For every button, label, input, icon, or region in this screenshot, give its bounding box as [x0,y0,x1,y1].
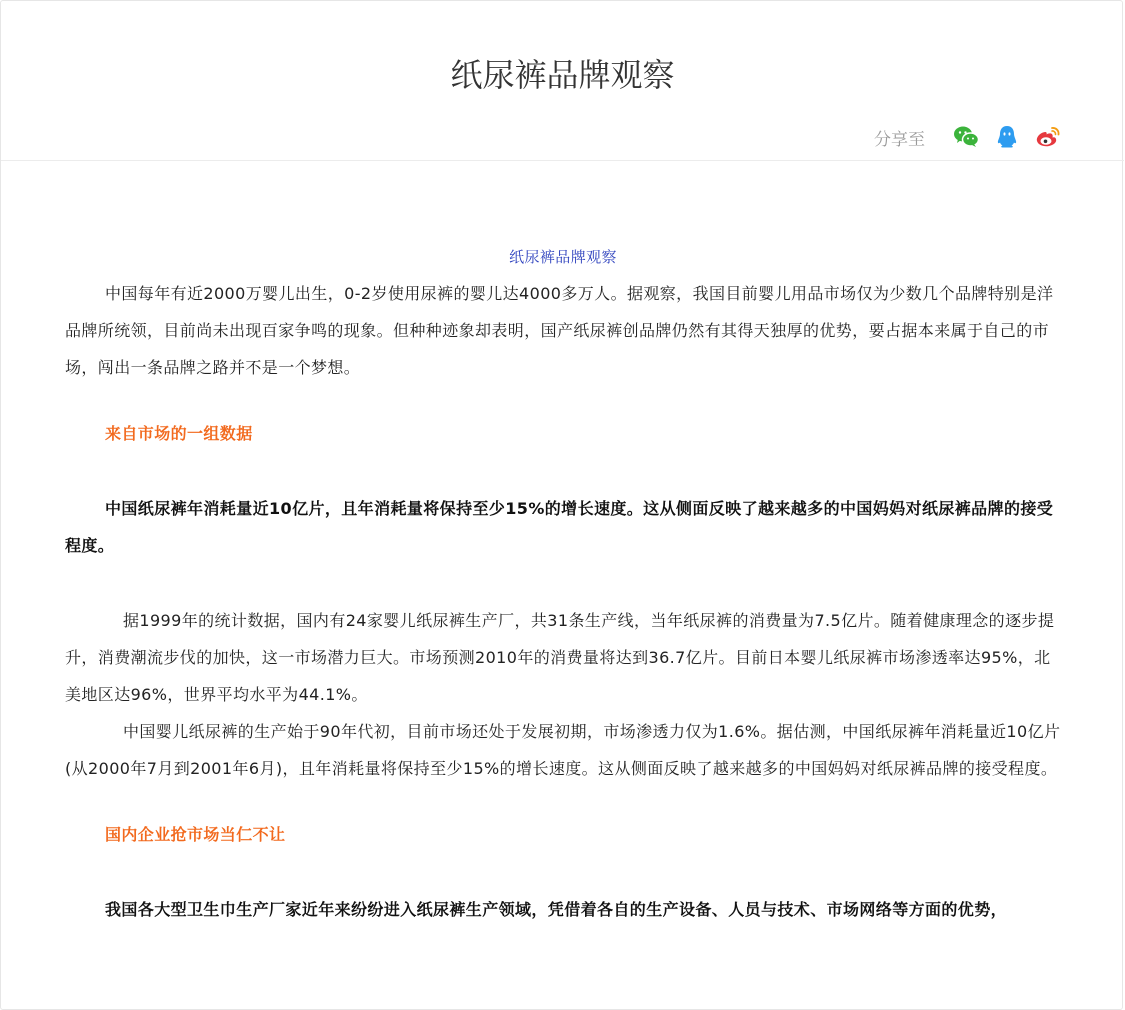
qq-icon[interactable] [993,123,1021,151]
wechat-icon[interactable] [952,123,980,151]
section-heading-domestic-companies: 国内企业抢市场当仁不让 [105,825,286,844]
article-header [1,1,1124,161]
paragraph-consumption-summary: 中国纸尿裤年消耗量近10亿片，且年消耗量将保持至少15%的增长速度。这从侧面反映了越来越多的中国妈妈对纸尿裤品牌的接受程度。 [65,499,1054,555]
article-body [65,239,1061,928]
section-heading-market-data: 来自市场的一组数据 [105,424,253,443]
paragraph-production-history: 中国婴儿纸尿裤的生产始于90年代初，目前市场还处于发展初期，市场渗透力仅为1.6%。据估测，中国纸尿裤年消耗量近10亿片(从2000年7月到2001年6月)，且年消耗量将保持至少15%的增长速度。这从侧面反映了越来越多的中国妈妈对纸尿裤品牌的接受程度。 [65,722,1061,778]
share-label: 分享至 [874,129,925,150]
weibo-icon[interactable] [1034,123,1062,151]
paragraph-intro: 中国每年有近2000万婴儿出生，0-2岁使用尿裤的婴儿达4000多万人。据观察，我国目前婴儿用品市场仅为少数几个品牌特别是洋品牌所统领，目前尚未出现百家争鸣的现象。但种种迹象却表明，国产纸尿裤创品牌仍然有其得天独厚的优势，要占据本来属于自己的市场，闯出一条品牌之路并不是一个梦想。 [65,284,1054,377]
page-title: 纸尿裤品牌观察 [450,56,675,94]
share-bar [874,121,1062,153]
article-subtitle: 纸尿裤品牌观察 [509,248,617,266]
paragraph-manufacturers: 我国各大型卫生巾生产厂家近年来纷纷进入纸尿裤生产领域，凭借着各自的生产设备、人员与技术、市场网络等方面的优势， [105,900,1008,919]
paragraph-1999-statistics: 据1999年的统计数据，国内有24家婴儿纸尿裤生产厂，共31条生产线，当年纸尿裤的消费量为7.5亿片。随着健康理念的逐步提升，消费潮流步伐的加快，这一市场潜力巨大。市场预测2010年的消费量将达到36.7亿片。目前日本婴儿纸尿裤市场渗透率达95%，北美地区达96%，世界平均水平为44.1%。 [65,611,1055,704]
